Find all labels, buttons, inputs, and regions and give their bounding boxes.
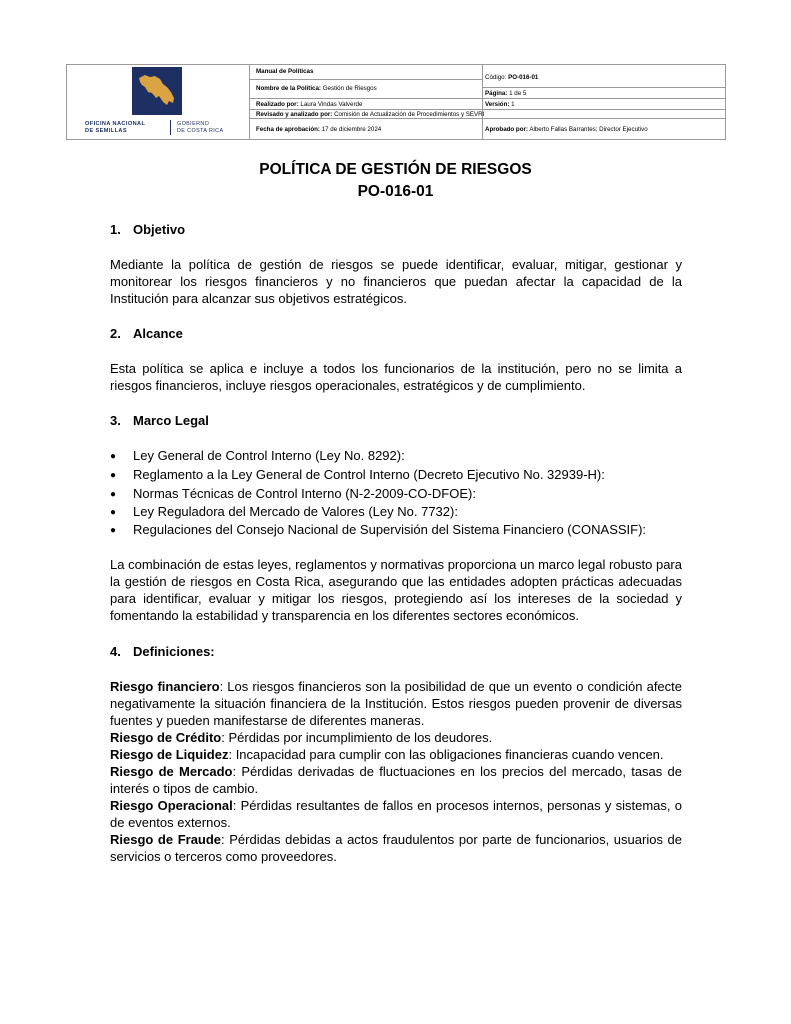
made-by: Realizado por: Laura Vindas Valverde bbox=[256, 101, 363, 108]
marco-legal-paragraph: La combinación de estas leyes, reglamentos y normativas proporciona un marco legal robusto para la gestión de riesgos en Costa Rica, asegurando que las entidades adopten prácticas adecuadas para identificar, evaluar y mitigar los riesgos, protegiendo así los intereses de la sociedad y fomentando la estabilidad y transparencia en los diferentes sectores económicos. bbox=[110, 557, 682, 623]
definitions-block bbox=[110, 678, 682, 865]
reviewed-by: Revisado y analizado por: Comisión de Actualización de Procedimientos y SEVRI bbox=[256, 111, 485, 118]
document-title: POLÍTICA DE GESTIÓN DE RIESGOS bbox=[259, 161, 532, 178]
section-heading-alcance: 2. Alcance bbox=[110, 326, 183, 341]
list-item: ● Normas Técnicas de Control Interno (N-2-2009-CO-DFOE): bbox=[110, 486, 476, 501]
alcance-paragraph: Esta política se aplica e incluye a todos los funcionarios de la institución, pero no se limita a riesgos financieros, incluye riesgos operacionales, estratégicos y de cumplimiento. bbox=[110, 361, 682, 393]
list-item: ● Reglamento a la Ley General de Control Interno (Decreto Ejecutivo No. 32939-H): bbox=[110, 467, 605, 482]
logo-cell bbox=[67, 65, 250, 139]
list-item: ● Regulaciones del Consejo Nacional de Supervisión del Sistema Financiero (CONASSIF): bbox=[110, 522, 647, 537]
org-name: OFICINA NACIONAL DE SEMILLAS bbox=[85, 121, 146, 134]
manual-label: Manual de Políticas bbox=[256, 68, 314, 75]
objetivo-paragraph: Mediante la política de gestión de riesgos se puede identificar, evaluar, mitigar, gestionar y monitorear los riesgos financieros y no financieros que puedan afectar la capacidad de la Institución para alcanzar sus objetivos estratégicos. bbox=[110, 257, 682, 306]
list-item: ● Ley General de Control Interno (Ley No. 8292): bbox=[110, 448, 405, 463]
definition-item: Riesgo de Fraude: Pérdidas debidas a actos fraudulentos por parte de funcionarios, usuarios de servicios o terceros como proveedores. bbox=[110, 832, 682, 864]
page-number: Página: 1 de 5 bbox=[485, 90, 527, 97]
section-heading-marco-legal: 3. Marco Legal bbox=[110, 413, 209, 428]
definition-item: Riesgo de Crédito: Pérdidas por incumplimiento de los deudores. bbox=[110, 730, 493, 745]
version: Versión: 1 bbox=[485, 101, 515, 108]
document-code: PO-016-01 bbox=[357, 183, 434, 200]
list-item: ● Ley Reguladora del Mercado de Valores (Ley No. 7732): bbox=[110, 504, 458, 519]
costa-rica-map-logo bbox=[132, 67, 182, 115]
government-name: GOBIERNO DE COSTA RICA bbox=[177, 121, 224, 134]
code: Código: PO-016-01 bbox=[485, 74, 539, 81]
definition-item: Riesgo financiero: Los riesgos financieros son la posibilidad de que un evento o condición afecte negativamente la situación financiera de la Institución. Estos riesgos pueden provenir de diversas fuentes y pueden manifestarse de diferentes maneras. bbox=[110, 679, 682, 728]
definition-item: Riesgo Operacional: Pérdidas resultantes de fallos en procesos internos, personas y sistemas, o de eventos externos. bbox=[110, 798, 682, 830]
logo-divider bbox=[170, 120, 171, 135]
definition-item: Riesgo de Liquidez: Incapacidad para cumplir con las obligaciones financieras cuando vencen. bbox=[110, 747, 664, 762]
policy-name: Nombre de la Política: Gestión de Riesgos bbox=[256, 85, 377, 92]
approved-by: Aprobado por: Alberto Fallas Barrantes; Director Ejecutivo bbox=[485, 126, 648, 133]
definition-item: Riesgo de Mercado: Pérdidas derivadas de fluctuaciones en los precios del mercado, tasas de interés o tipos de cambio. bbox=[110, 764, 682, 796]
section-heading-definiciones: 4. Definiciones: bbox=[110, 644, 215, 659]
approval-date: Fecha de aprobación: 17 de diciembre 2024 bbox=[256, 126, 382, 133]
document-header-table bbox=[66, 64, 726, 140]
section-heading-objetivo: 1. Objetivo bbox=[110, 222, 186, 237]
